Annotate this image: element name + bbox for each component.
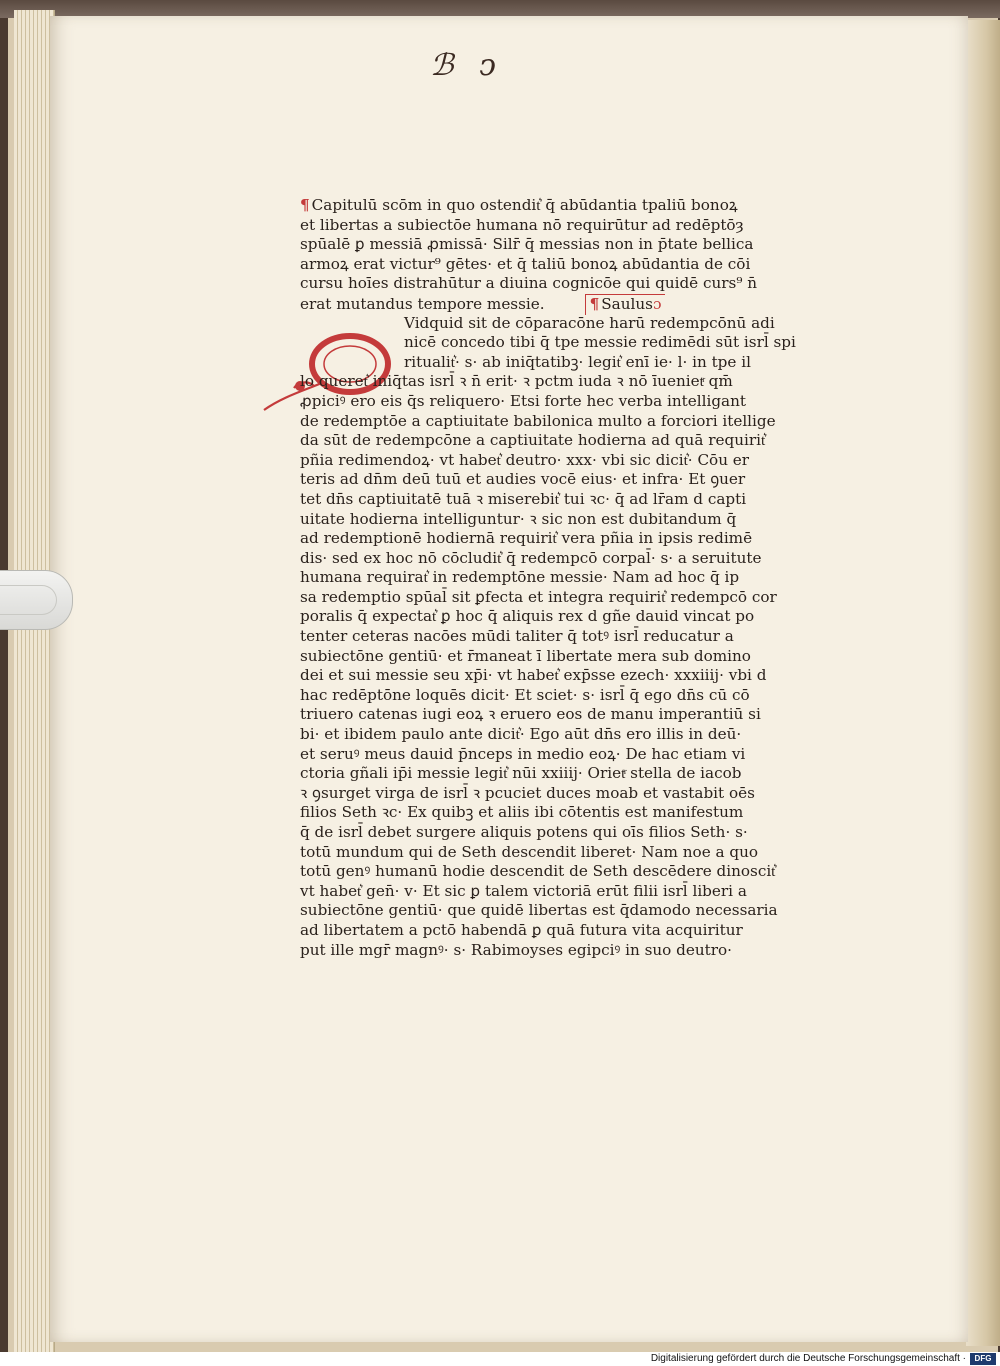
text-line: bi· et ibidem paulo ante dicit͛· Ego aūt dn̄s ero illis in deū· [300, 725, 742, 744]
text-line: ꝓpiciꝰ ero eis q̄s reliquero· Etsi forte hec verba intelligant [300, 391, 746, 410]
text-line: hac redēptōne loquēs dicit· Et sciet· s· isrl̄ q̄ ego dn̄s cū cō [300, 685, 750, 704]
text-line: filios Seth ꝛc· Ex quibꝫ et aliis ibi cōtentis est manifestum [300, 803, 744, 822]
text-line: poralis q̄ expectat͛ ꝑ hoc q̄ aliquis rex d gñe dauid vincat po [300, 607, 755, 626]
page-edges-right [966, 20, 1000, 1346]
text-line: vt habet͛ gen̄· v· Et sic ꝑ talem victoriā erūt filii isrl̄ liberi a [300, 881, 747, 900]
text-line: ad redemptionē hodiernā requirit͛ vera pñia in ipsis redimē [300, 529, 753, 548]
text-line: nicē concedo tibi q̄ tpe messie redimēdi sūt isrl̄ spi [404, 333, 796, 352]
text-line: tet dn̄s captiuitatē tuā ꝛ miserebit͛ tui ꝛc· q̄ ad lr̄am d capti [300, 489, 747, 508]
text-line: Vidquid sit de cōparacōne harū redempcōnū adi [404, 313, 775, 332]
text-line: lo queret͛ iniq̄tas isrl̄ ꝛ n̄ erit· ꝛ pctm iuda ꝛ nō īuenietͬ qm̄ [300, 372, 733, 391]
text-line: spūalē ꝑ messiā ꝓmissā· Silr̄ q̄ messias non in p̄tate bellica [300, 235, 754, 254]
text-line: put ille mgr̄ magnꝰ· s· Rabimoyses egipciꝰ in suo deutro· [300, 940, 732, 959]
paper-clip-inner [0, 585, 57, 615]
text-line [300, 294, 820, 314]
dfg-logo: DFG [970, 1353, 996, 1365]
text-line: de redemptōe a captiuitate babilonica multo a forciori itellige [300, 411, 776, 430]
text-line: uitate hodierna intelliguntur· ꝛ sic non est dubitandum q̄ [300, 509, 737, 528]
text-line: sa redemptio spūal̄ sit ꝑfecta et integra requirit͛ redempcō cor [300, 587, 777, 606]
text-line [300, 196, 820, 216]
text-line: da sūt de redempcōne a captiuitate hodierna ad quā requirit͛ [300, 431, 766, 450]
text-line: totū genꝰ humanū hodie descendit de Seth descēdere dinoscit͛ [300, 862, 776, 881]
text-line: armoꝝ erat victur⁹ gētes· et q̄ taliū bonoꝝ abūdantia de cōi [300, 254, 751, 273]
paragraph-mark-icon: ¶ [300, 196, 310, 214]
text-line: dis· sed ex hoc nō cōcludit͛ q̄ redempcō corpal̄· s· a seruitute [300, 548, 762, 567]
rubric-box [585, 294, 666, 315]
paragraph-mark-icon: ¶ [589, 294, 600, 313]
text-line: q̄ de isrl̄ debet surgere aliquis potens qui oīs filios Seth· s· [300, 823, 748, 841]
text-line: pñia redimendoꝝ· vt habet͛ deutro· xxx· vbi sic dicit͛· Cōu er [300, 450, 750, 469]
text-line: et libertas a subiectōe humana nō requirūtur ad redēptōȝ [300, 215, 744, 234]
rubric-mark-icon: ɔ [652, 294, 662, 313]
page-edges-left [14, 10, 55, 1352]
paper-clip [0, 570, 73, 630]
text-line: subiectōne gentiū· et r̄maneat ī libertate mera sub domino [300, 646, 751, 665]
heading-line: Capitulū scōm in quo ostendit͛ q̄ abūdantia tpaliū bonoꝝ [311, 196, 738, 214]
text-line: ritualit͛· s· ab iniq̄tatibꝫ· legit͛ enī ie· l· in tpe il [404, 352, 751, 371]
handwritten-folio-note: ℬ ↄ [430, 48, 504, 83]
text-line: teris ad dn̄m deū tuū et audies vocē eius· et infra· Et ꝯuer [300, 470, 746, 489]
text-line: cursu hoīes distrahūtur a diuina cognicōe qui quidē curs⁹ n̄ [300, 274, 758, 293]
text-line: ctoria gñali ip̄i messie legit͛ nūi xxiiij· Orietͬ stella de iacob [300, 764, 742, 783]
main-text-column [300, 196, 820, 960]
text-line: triuero catenas iugi eoꝝ ꝛ eruero eos de manu imperantiū si [300, 705, 761, 724]
text-line: totū mundum qui de Seth descendit liberet· Nam noe a quo [300, 842, 759, 861]
text-line: subiectōne gentiū· que quidē libertas est q̄damodo necessaria [300, 901, 778, 920]
text-line: ꝛ ꝯsurget virga de isrl̄ ꝛ pcuciet duces moab et vastabit oēs [300, 783, 755, 802]
text-line: dei et sui messie seu xp̄i· vt habet͛ exp̄sse ezech· xxxiiij· vbi d [300, 666, 767, 685]
text-line: et seruꝰ meus dauid p̄nceps in medio eoꝝ· De hac etiam vi [300, 744, 746, 763]
digitization-credit: Digitalisierung gefördert durch die Deutsche Forschungsgemeinschaft · [650, 1353, 966, 1364]
text-line: tenter ceteras nacōes mūdi taliter q̄ totꝰ isrl̄ reducatur a [300, 627, 734, 646]
text-line: ad libertatem a pctō habendā ꝑ quā futura vita acquiritur [300, 920, 743, 939]
heading-line: erat mutandus tempore messie. [300, 294, 545, 313]
saulus-label: Saulus [601, 294, 653, 313]
text-line: humana requirat͛ in redemptōne messie· Nam ad hoc q̄ ip [300, 568, 740, 587]
